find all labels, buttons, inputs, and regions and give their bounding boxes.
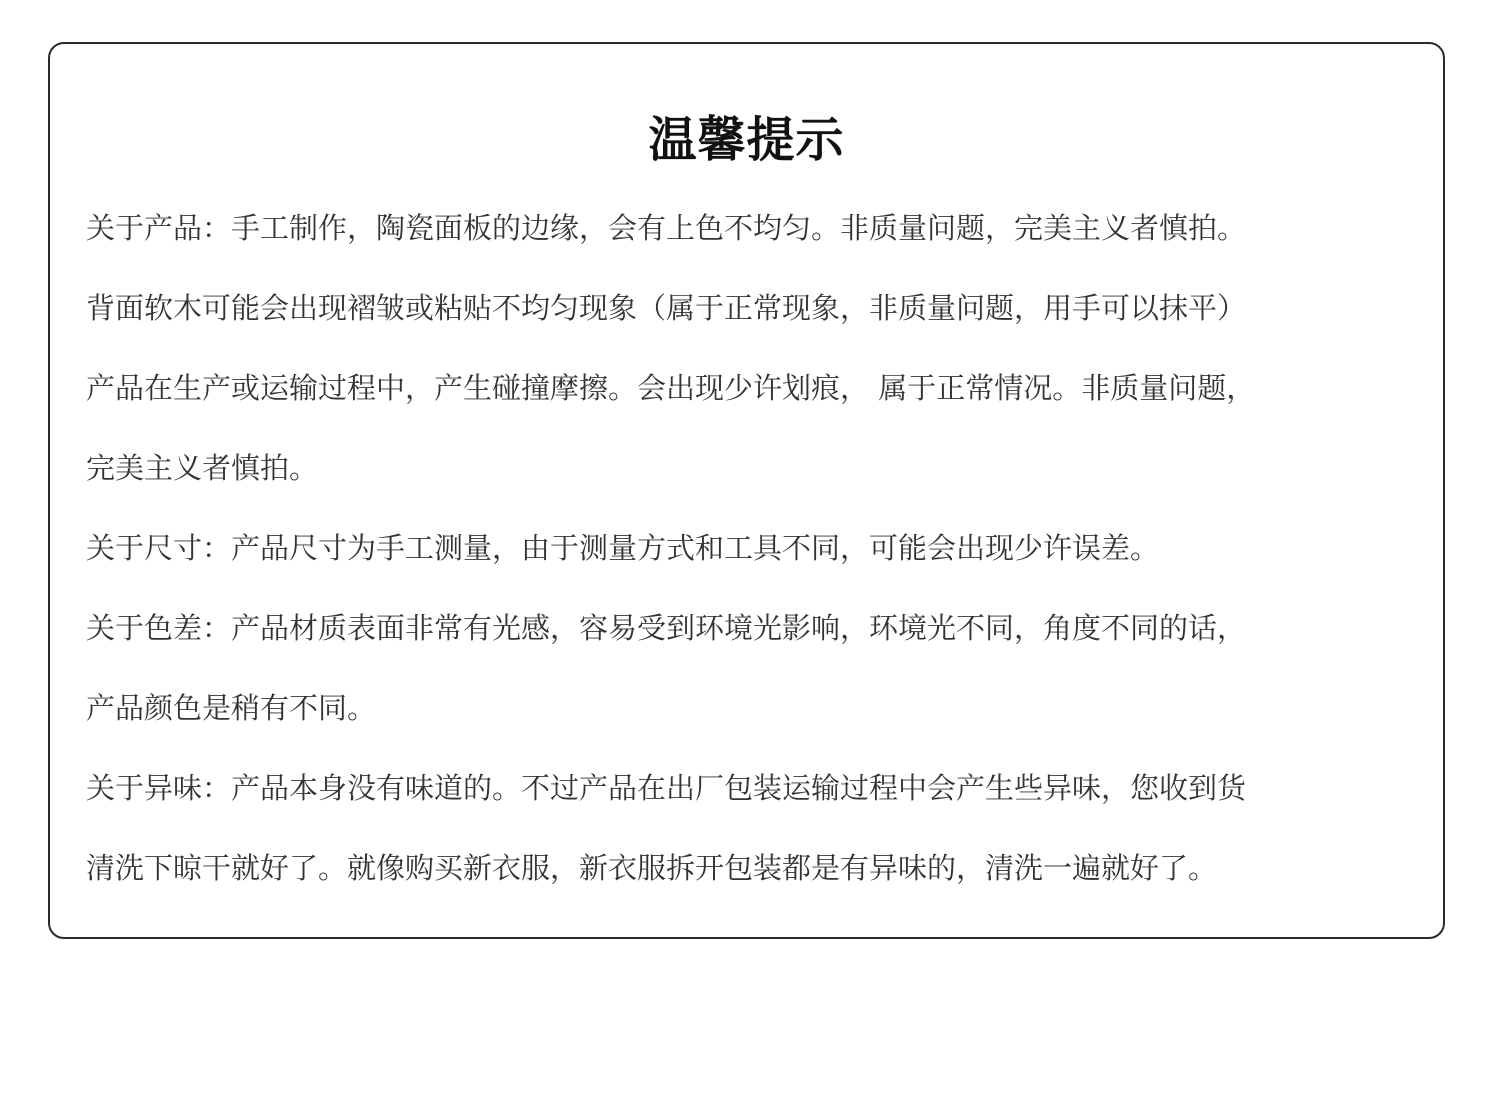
notice-line-product-4: 完美主义者慎拍。 [86,451,319,485]
notice-line-product-2: 背面软木可能会出现褶皱或粘贴不均匀现象（属于正常现象，非质量问题，用手可以抹平） [86,291,1247,325]
notice-card [48,42,1445,939]
notice-body [86,200,1416,920]
notice-line-product-3: 产品在生产或运输过程中，产生碰撞摩擦。会出现少许划痕， 属于正常情况。非质量问题， [86,371,1256,405]
notice-line-odor-2: 清洗下晾干就好了。就像购买新衣服，新衣服拆开包装都是有异味的，清洗一遍就好了。 [86,851,1218,885]
notice-line-size: 关于尺寸：产品尺寸为手工测量，由于测量方式和工具不同，可能会出现少许误差。 [86,531,1160,565]
notice-line-odor-1: 关于异味：产品本身没有味道的。不过产品在出厂包装运输过程中会产生些异味，您收到货 [86,771,1247,805]
notice-line-color-1: 关于色差：产品材质表面非常有光感，容易受到环境光影响，环境光不同，角度不同的话， [86,611,1247,645]
notice-line-product-1: 关于产品：手工制作，陶瓷面板的边缘，会有上色不均匀。非质量问题，完美主义者慎拍。 [86,211,1247,245]
notice-line-color-2: 产品颜色是稍有不同。 [86,691,377,725]
notice-title: 温馨提示 [648,112,845,168]
